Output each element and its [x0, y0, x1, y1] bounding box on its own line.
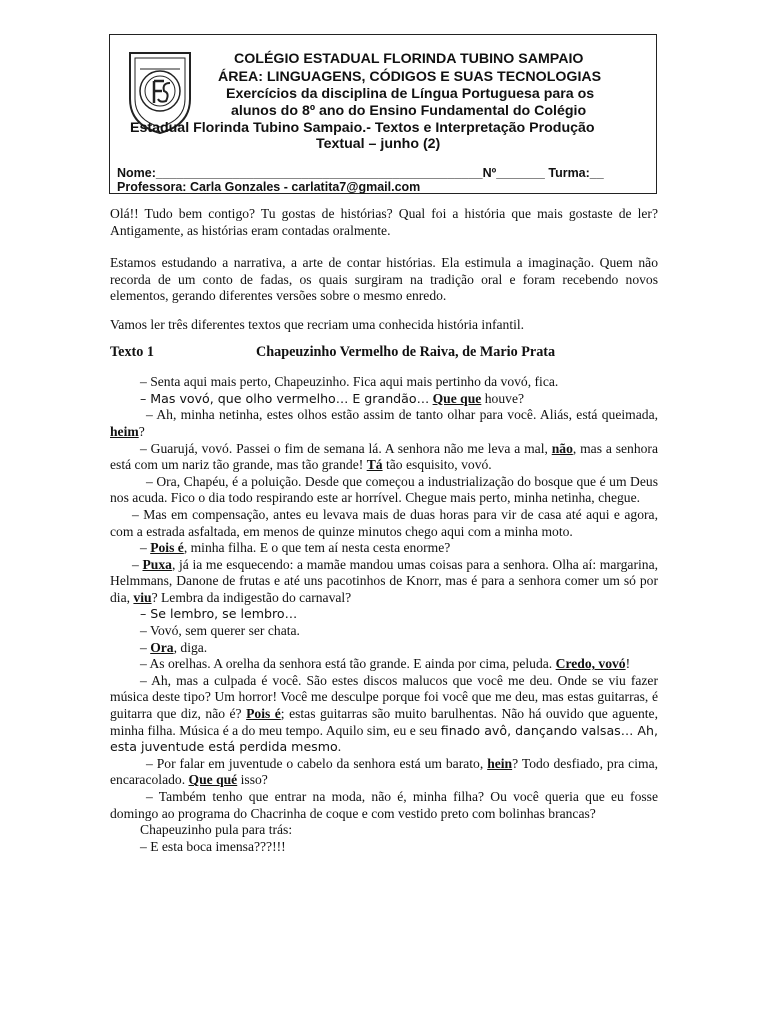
- dialogue-line: – Se lembro, se lembro…: [140, 606, 298, 622]
- dialogue-line: – Vovó, sem querer ser chata.: [140, 623, 300, 639]
- dialogue-line: – Ah, minha netinha, estes olhos estão assim de tanto olhar para você. Aliás, está queimada, heim?: [110, 407, 658, 439]
- dialogue-line: Chapeuzinho pula para trás:: [140, 822, 293, 838]
- dialogue-line: – Senta aqui mais perto, Chapeuzinho. Fica aqui mais pertinho da vovó, fica.: [140, 374, 559, 390]
- document-header: [109, 34, 657, 194]
- text1-label: Texto 1: [110, 343, 155, 360]
- area-line: ÁREA: LINGUAGENS, CÓDIGOS E SUAS TECNOLOGIAS: [218, 69, 602, 85]
- dialogue-line: – Por falar em juventude o cabelo da senhora está um barato, hein? Todo desfiado, pra cima, encaracolado. Que qué isso?: [110, 755, 658, 788]
- dialogue-line: – Ah, mas a culpada é você. São estes discos malucos que você me deu. Onde se viu fazer música deste tipo? Um horror! Você me desculpe porque foi você que me deu, mas estas guitarras, é guitarra que diz, não é? Pois é; estas guitarras são muito barulhentas. Não há ouvido que aguente, minha filha. Música é a do meu tempo. Aquilo sim, eu e seu finado avô, dançando valsas… Ah, esta juventude está perdida mesmo.: [110, 672, 658, 755]
- teacher-line: Professora: Carla Gonzales - carlatita7@gmail.com: [117, 180, 421, 194]
- exercise-line-3: Estadual Florinda Tubino Sampaio.- Textos e Interpretação Produção: [130, 120, 595, 136]
- intro-paragraph-2: Estamos estudando a narrativa, a arte de contar histórias. Ela estimula a imaginação. Quem não recorda de um conto de fadas, os quais surgiram na tradição oral e foram recebendo novos elementos, gerando diferentes versões sobre o mesmo enredo.: [110, 255, 658, 304]
- intro-paragraph-1: Olá!! Tudo bem contigo? Tu gostas de histórias? Qual foi a história que mais gostaste de ler? Antigamente, as histórias eram contadas oralmente.: [110, 206, 658, 238]
- exercise-line-2: alunos do 8º ano do Ensino Fundamental do Colégio: [231, 103, 587, 119]
- document-body: [110, 206, 658, 855]
- dialogue-line: – As orelhas. A orelha da senhora está tão grande. E ainda por cima, peluda. Credo, vovó!: [140, 656, 631, 672]
- dialogue-line: – Mas em compensação, antes eu levava mais de duas horas para vir de casa até aqui e agora, com a estrada asfaltada, em menos de quinze minutos chego aqui com a minha moto.: [110, 506, 658, 539]
- name-field[interactable]: Nome:_______________________________________________Nº_______ Turma:__: [117, 166, 604, 180]
- dialogue-line: – Puxa, já ia me esquecendo: a mamãe mandou umas coisas para a senhora. Olha aí: margarina, Helmmans, Danone de frutas e até uns pacotinhos de Knorr, mas é para a senhora comer um só por dia, viu? Lembra da indigestão do carnaval?: [110, 556, 659, 605]
- dialogue-line: – E esta boca imensa???!!!: [140, 838, 286, 854]
- dialogue-line: – Também tenho que entrar na moda, não é, minha filha? Ou você queria que eu fosse domingo ao programa do Chacrinha de coque e com vestido preto com bolinhas brancas?: [110, 789, 658, 821]
- dialogue-line: – Mas vovó, que olho vermelho… E grandão… Que que houve?: [140, 390, 525, 406]
- exercise-line-1: Exercícios da disciplina de Língua Portuguesa para os: [226, 86, 595, 102]
- intro-paragraph-3: Vamos ler três diferentes textos que recriam uma conhecida história infantil.: [110, 316, 525, 332]
- school-name: COLÉGIO ESTADUAL FLORINDA TUBINO SAMPAIO: [234, 51, 584, 67]
- exercise-line-4: Textual – junho (2): [316, 136, 441, 152]
- dialogue-line: – Pois é, minha filha. E o que tem aí nesta cesta enorme?: [140, 540, 451, 556]
- dialogue-line: – Guarujá, vovó. Passei o fim de semana lá. A senhora não me leva a mal, não, mas a senhora está com um nariz tão grande, mas tão grande! Tá tão esquisito, vovó.: [110, 440, 658, 473]
- text1-title: Chapeuzinho Vermelho de Raiva, de Mario Prata: [256, 343, 556, 360]
- dialogue-line: – Ora, diga.: [140, 639, 208, 655]
- text1-heading: [110, 344, 658, 361]
- dialogue-line: – Ora, Chapéu, é a poluição. Desde que começou a industrialização do bosque que é um Deus nos acuda. Fico o dia todo respirando este ar horrível. Chegue mais perto, minha netinha, chegue.: [110, 473, 658, 506]
